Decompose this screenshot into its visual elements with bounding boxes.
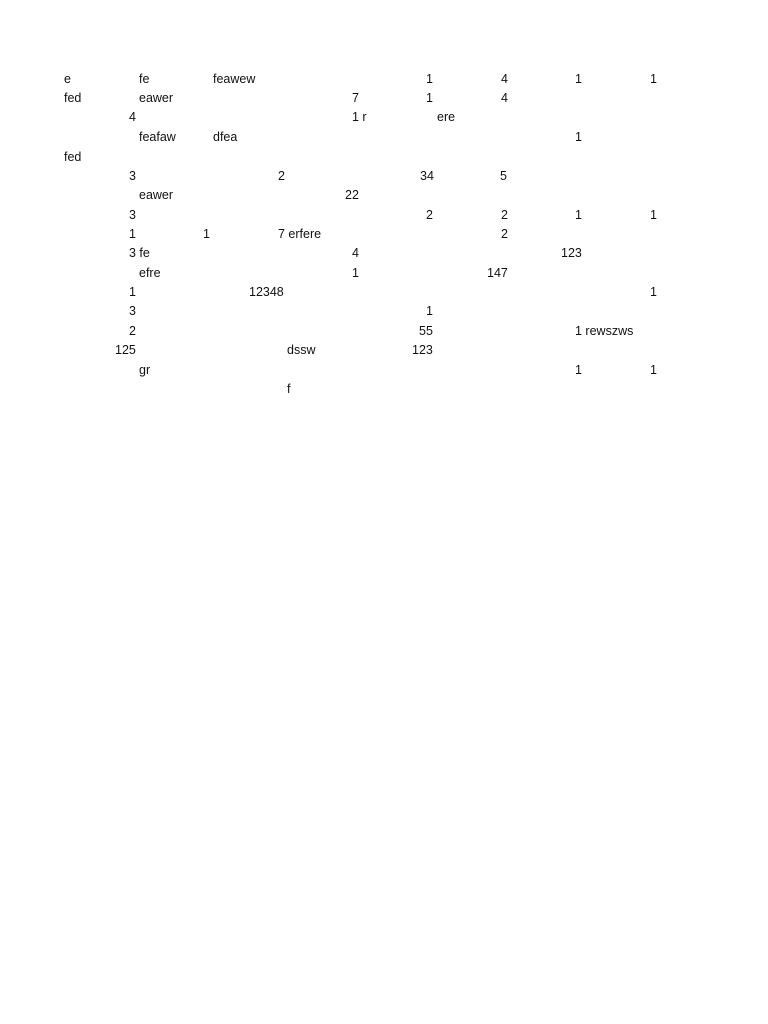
cell-r3-f: ere xyxy=(437,110,456,124)
cell-r6-f: 34 xyxy=(420,169,434,183)
cell-r10-h: 123 xyxy=(561,246,582,260)
cell-r6-a: 3 xyxy=(129,169,136,183)
cell-r4-h: 1 xyxy=(575,130,582,144)
cell-r9-a: 1 xyxy=(129,227,136,241)
cell-r13-a: 3 xyxy=(129,304,136,318)
cell-r2-f: 1 xyxy=(426,91,433,105)
cell-r2-a: fed xyxy=(64,91,82,105)
cell-r8-i: 1 xyxy=(650,208,657,222)
cell-r7-e: 22 xyxy=(345,188,359,202)
cell-r8-h: 1 xyxy=(575,208,582,222)
cell-r3-e: 1 r xyxy=(352,110,367,124)
cell-r16-i: 1 xyxy=(650,363,657,377)
cell-r15-a: 125 xyxy=(115,343,136,357)
cell-r15-e: 123 xyxy=(412,343,433,357)
cell-r11-e: 1 xyxy=(352,266,359,280)
cell-r16-b: gr xyxy=(139,363,151,377)
cell-r8-g: 2 xyxy=(501,208,508,222)
cell-r4-b: feafaw xyxy=(139,130,176,144)
cell-r14-a: 2 xyxy=(129,324,136,338)
cell-r1-c: feawew xyxy=(213,72,256,86)
cell-r3-a: 4 xyxy=(129,110,136,124)
cell-r10-e: 4 xyxy=(352,246,359,260)
cell-r9-b: 1 xyxy=(203,227,210,241)
cell-r10-a: 3 fe xyxy=(129,246,150,260)
cell-r12-c: 12348 xyxy=(249,285,284,299)
cell-r2-e: 7 xyxy=(352,91,359,105)
cell-r17-c: f xyxy=(287,382,291,396)
cell-r1-b: fe xyxy=(139,72,150,86)
cell-r1-h: 1 xyxy=(575,72,582,86)
cell-r13-f: 1 xyxy=(426,304,433,318)
cell-r9-g: 2 xyxy=(501,227,508,241)
cell-r11-g: 147 xyxy=(487,266,508,280)
cell-r1-a: e xyxy=(64,72,71,86)
cell-r1-f: 1 xyxy=(426,72,433,86)
cell-r2-g: 4 xyxy=(501,91,508,105)
cell-r12-a: 1 xyxy=(129,285,136,299)
cell-r1-g: 4 xyxy=(501,72,508,86)
cell-r4-c: dfea xyxy=(213,130,238,144)
cell-r16-h: 1 xyxy=(575,363,582,377)
cell-r15-c: dssw xyxy=(287,343,316,357)
cell-r6-g: 5 xyxy=(500,169,507,183)
cell-r14-f: 55 xyxy=(419,324,433,338)
cell-r8-f: 2 xyxy=(426,208,433,222)
cell-r9-c: 7 erfere xyxy=(278,227,322,241)
cell-r1-i: 1 xyxy=(650,72,657,86)
cell-r2-b: eawer xyxy=(139,91,174,105)
cell-r14-h: 1 rewszws xyxy=(575,324,634,338)
cell-r5-a: fed xyxy=(64,150,82,164)
cell-r8-a: 3 xyxy=(129,208,136,222)
cell-r6-c: 2 xyxy=(278,169,285,183)
cell-r7-b: eawer xyxy=(139,188,174,202)
cell-r11-b: efre xyxy=(139,266,161,280)
cell-r12-i: 1 xyxy=(650,285,657,299)
